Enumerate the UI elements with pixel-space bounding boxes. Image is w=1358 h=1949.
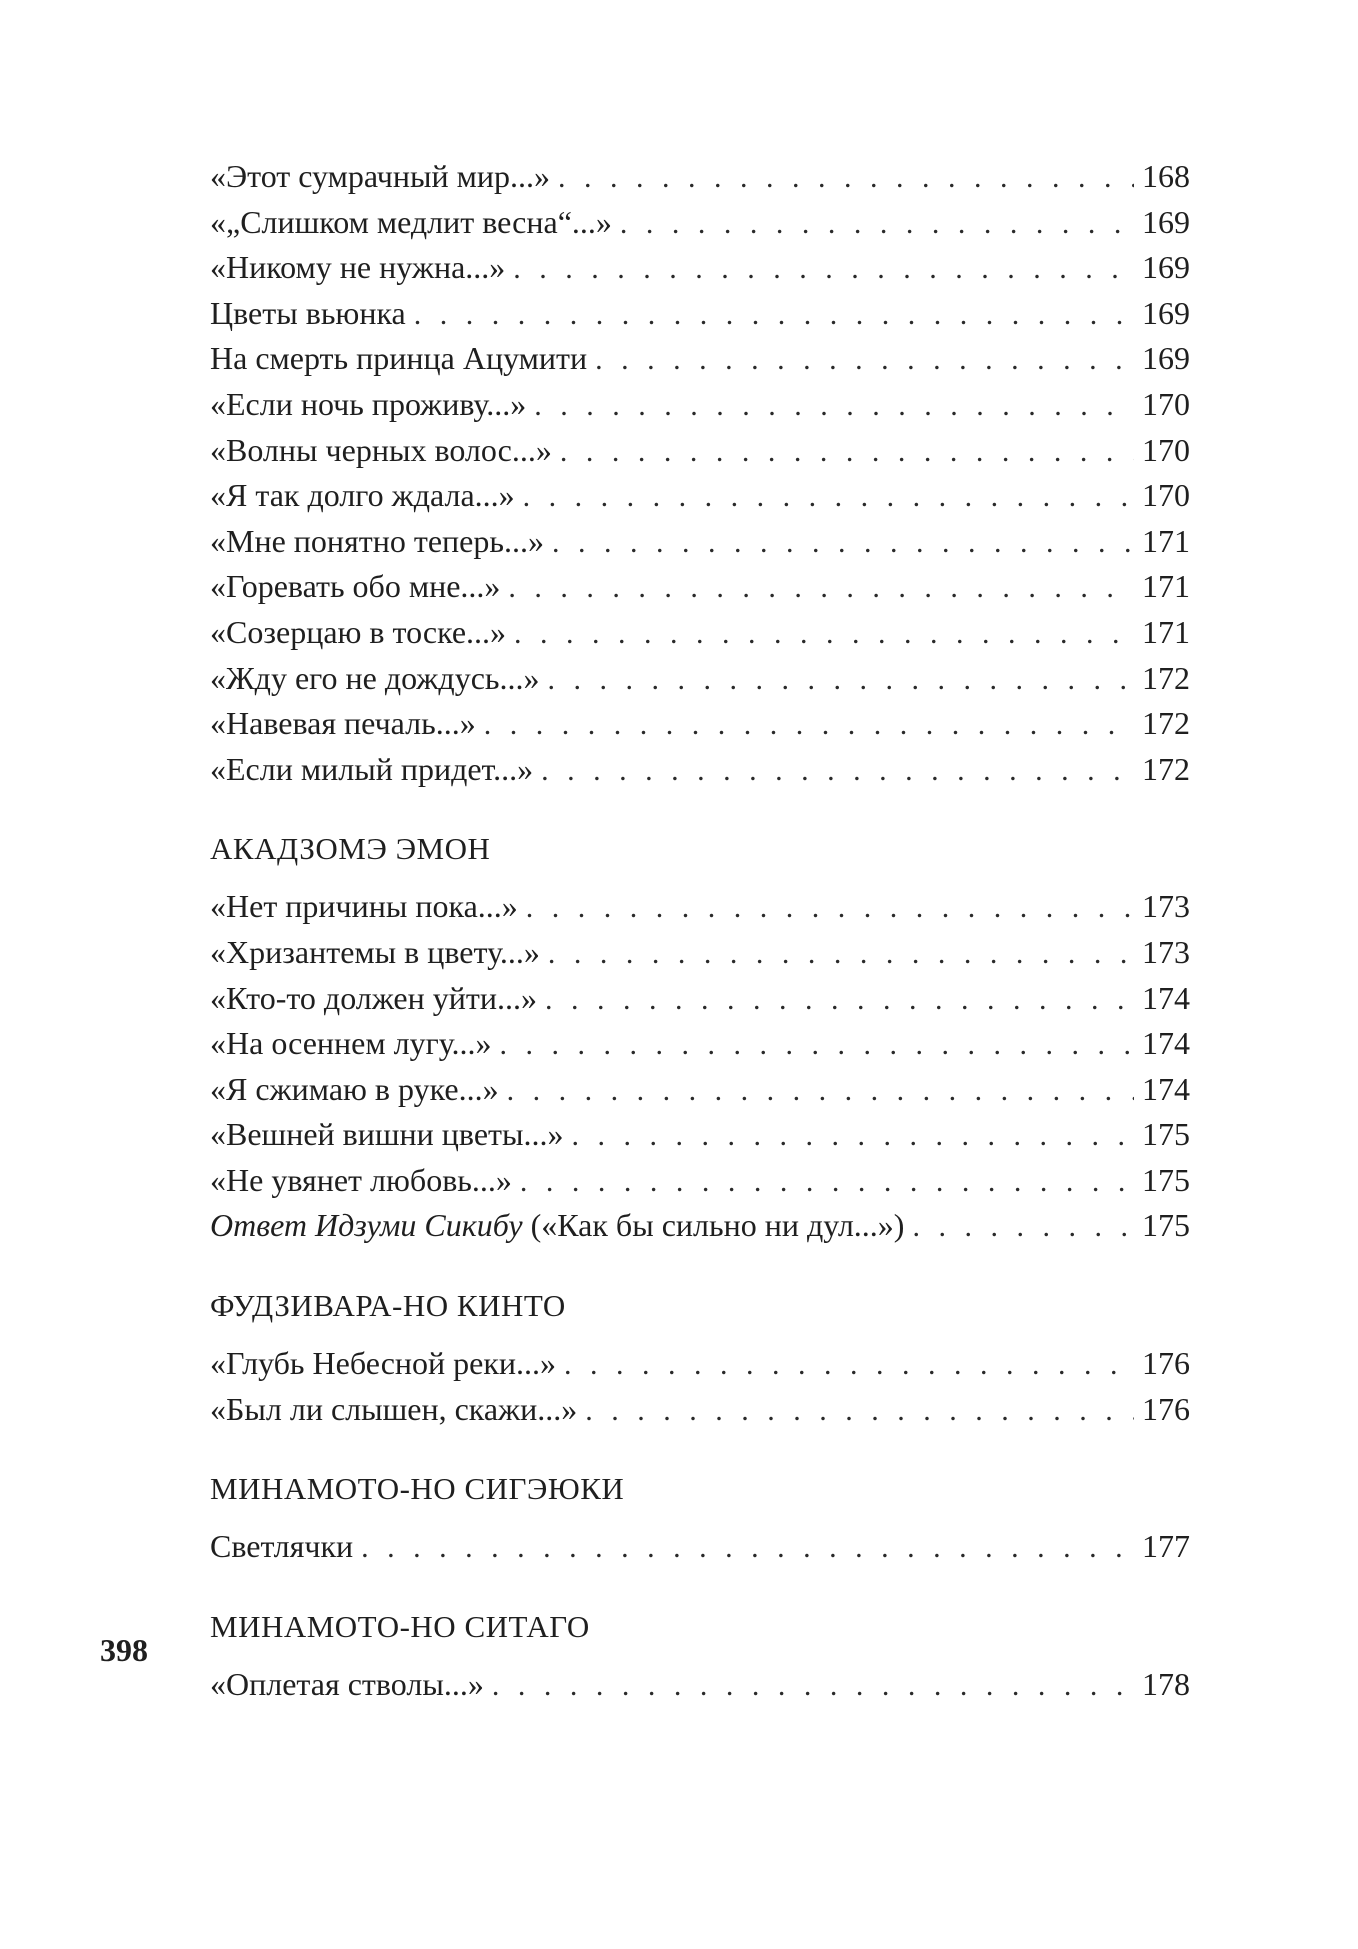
entry-title-text: «Кто-то должен уйти...» [210, 979, 537, 1016]
entry-page-number: 171 [1142, 522, 1190, 559]
entry-title-text: «Никому не нужна...» [210, 249, 506, 286]
dot-leader [520, 1159, 1134, 1205]
entry-title-text: «Созерцаю в тоске...» [210, 613, 507, 650]
entry-page-number: 175 [1142, 1207, 1190, 1244]
dot-leader [620, 201, 1134, 247]
entry-title [210, 930, 540, 976]
toc-entry [210, 564, 1190, 610]
entry-page-number: 169 [1142, 203, 1190, 240]
author-heading: АКАДЗОМЭ ЭМОН [210, 831, 491, 867]
entry-page-number: 170 [1142, 431, 1190, 468]
toc-entry [210, 930, 1190, 976]
entry-title-text: Цветы вьюнка [210, 294, 406, 331]
dot-leader [523, 474, 1134, 520]
entry-title [210, 1203, 904, 1249]
entry-title-text: «Мне понятно теперь...» [210, 522, 544, 559]
entry-title-text: («Как бы сильно ни дул...») [522, 1207, 905, 1244]
dot-leader [484, 702, 1134, 748]
dot-leader [526, 885, 1134, 931]
dot-leader [541, 748, 1134, 794]
entry-title [210, 473, 515, 519]
entry-page-number: 174 [1142, 1070, 1190, 1107]
entry-title-text: «Вешней вишни цветы...» [210, 1116, 564, 1153]
entry-title-text: «Нет причины пока...» [210, 888, 518, 925]
entry-page-number: 170 [1142, 385, 1190, 422]
toc-entry [210, 1203, 1190, 1249]
author-heading: МИНАМОТО-НО СИТАГО [210, 1608, 590, 1644]
entry-title [210, 1158, 512, 1204]
entry-page-number: 171 [1142, 568, 1190, 605]
author-heading: ФУДЗИВАРА-НО КИНТО [210, 1288, 566, 1324]
entry-page-number: 169 [1142, 340, 1190, 377]
dot-leader [508, 565, 1134, 611]
entry-title-italic: Ответ Идзуми Сикибу [210, 1207, 523, 1244]
dot-leader [912, 1204, 1134, 1250]
toc-entry [210, 154, 1190, 200]
entry-title-text: «Горевать обо мне...» [210, 568, 501, 605]
dot-leader [560, 429, 1134, 475]
entry-title-text: «Я так долго ждала...» [210, 477, 515, 514]
entry-page-number: 176 [1142, 1345, 1190, 1382]
entry-page-number: 170 [1142, 477, 1190, 514]
dot-leader [552, 520, 1134, 566]
dot-leader [564, 1342, 1134, 1388]
entry-title-text: «Если ночь проживу...» [210, 385, 527, 422]
toc-entry [210, 1341, 1190, 1387]
entry-title [210, 1341, 556, 1387]
toc-entry [210, 245, 1190, 291]
toc-entry [210, 610, 1190, 656]
entry-title-text: «Навевая печаль...» [210, 705, 476, 742]
toc-entry [210, 656, 1190, 702]
entry-title [210, 1067, 499, 1113]
entry-title [210, 701, 476, 747]
entry-title-text: «Не увянет любовь...» [210, 1161, 512, 1198]
dot-leader [595, 337, 1134, 383]
entry-page-number: 172 [1142, 659, 1190, 696]
entry-page-number: 178 [1142, 1665, 1190, 1702]
entry-title [210, 884, 518, 930]
entry-page-number: 176 [1142, 1390, 1190, 1427]
toc-entry [210, 291, 1190, 337]
entry-title [210, 656, 539, 702]
dot-leader [513, 246, 1134, 292]
entry-title [210, 1387, 577, 1433]
entry-title [210, 564, 500, 610]
entry-title-text: «Этот сумрачный мир...» [210, 158, 550, 194]
dot-leader [414, 292, 1134, 338]
entry-title [210, 1112, 564, 1158]
entry-page-number: 168 [1142, 158, 1190, 194]
entry-title [210, 245, 505, 291]
toc-entry [210, 519, 1190, 565]
dot-leader [585, 1388, 1134, 1434]
dot-leader [492, 1663, 1134, 1709]
toc-entry [210, 336, 1190, 382]
entry-title [210, 1021, 492, 1067]
toc-entry [210, 473, 1190, 519]
toc-entry [210, 200, 1190, 246]
toc-entry [210, 976, 1190, 1022]
entry-title-text: «Я сжимаю в руке...» [210, 1070, 499, 1107]
entry-title [210, 610, 506, 656]
toc-entry [210, 428, 1190, 474]
toc-entry [210, 1112, 1190, 1158]
entry-title-text: «Если милый придет...» [210, 750, 534, 787]
toc-entry [210, 1158, 1190, 1204]
entry-title [210, 519, 544, 565]
entry-page-number: 173 [1142, 888, 1190, 925]
entry-title-text: «Волны черных волос...» [210, 431, 552, 468]
entry-title [210, 154, 550, 200]
entry-title-text: «Был ли слышен, скажи...» [210, 1390, 578, 1427]
entry-title-text: «Оплетая стволы...» [210, 1665, 484, 1702]
entry-page-number: 174 [1142, 979, 1190, 1016]
dot-leader [514, 611, 1134, 657]
entry-title [210, 382, 526, 428]
dot-leader [507, 1068, 1134, 1114]
author-heading: МИНАМОТО-НО СИГЭЮКИ [210, 1471, 625, 1507]
page-number: 398 [100, 1632, 148, 1668]
dot-leader [534, 383, 1134, 429]
entry-title-text: «Глубь Небесной реки...» [210, 1345, 557, 1382]
toc-entry [210, 1021, 1190, 1067]
entry-title [210, 291, 406, 337]
toc-entry [210, 747, 1190, 793]
entry-title-text: «На осеннем лугу...» [210, 1025, 492, 1062]
entry-title-text: «Жду его не дождусь...» [210, 659, 540, 696]
entry-page-number: 172 [1142, 750, 1190, 787]
toc-entry [210, 884, 1190, 930]
entry-title-text: «Хризантемы в цвету...» [210, 933, 540, 970]
dot-leader [361, 1525, 1134, 1571]
toc-entry [210, 1387, 1190, 1433]
dot-leader [500, 1022, 1135, 1068]
entry-title [210, 428, 552, 474]
entry-title-text: На смерть принца Ацумити [210, 340, 588, 377]
entry-page-number: 174 [1142, 1025, 1190, 1062]
dot-leader [545, 977, 1134, 1023]
dot-leader [547, 657, 1134, 703]
dot-leader [548, 931, 1134, 977]
entry-page-number: 171 [1142, 613, 1190, 650]
toc-entry [210, 1067, 1190, 1113]
toc-entry [210, 1662, 1190, 1708]
entry-page-number: 169 [1142, 294, 1190, 331]
entry-title [210, 336, 587, 382]
entry-title [210, 1662, 484, 1708]
entry-page-number: 173 [1142, 933, 1190, 970]
entry-page-number: 172 [1142, 705, 1190, 742]
entry-title [210, 1524, 353, 1570]
entry-page-number: 169 [1142, 249, 1190, 286]
entry-page-number: 177 [1142, 1528, 1190, 1565]
table-of-contents [210, 154, 1190, 1707]
entry-title-text: Светлячки [210, 1528, 354, 1565]
toc-entry [210, 701, 1190, 747]
dot-leader [558, 155, 1134, 201]
entry-page-number: 175 [1142, 1161, 1190, 1198]
entry-title [210, 200, 612, 246]
entry-title [210, 747, 533, 793]
dot-leader [572, 1113, 1135, 1159]
entry-title [210, 976, 537, 1022]
entry-title-text: «„Слишком медлит весна“...» [210, 203, 612, 240]
entry-page-number: 175 [1142, 1116, 1190, 1153]
toc-entry [210, 1524, 1190, 1570]
toc-entry [210, 382, 1190, 428]
